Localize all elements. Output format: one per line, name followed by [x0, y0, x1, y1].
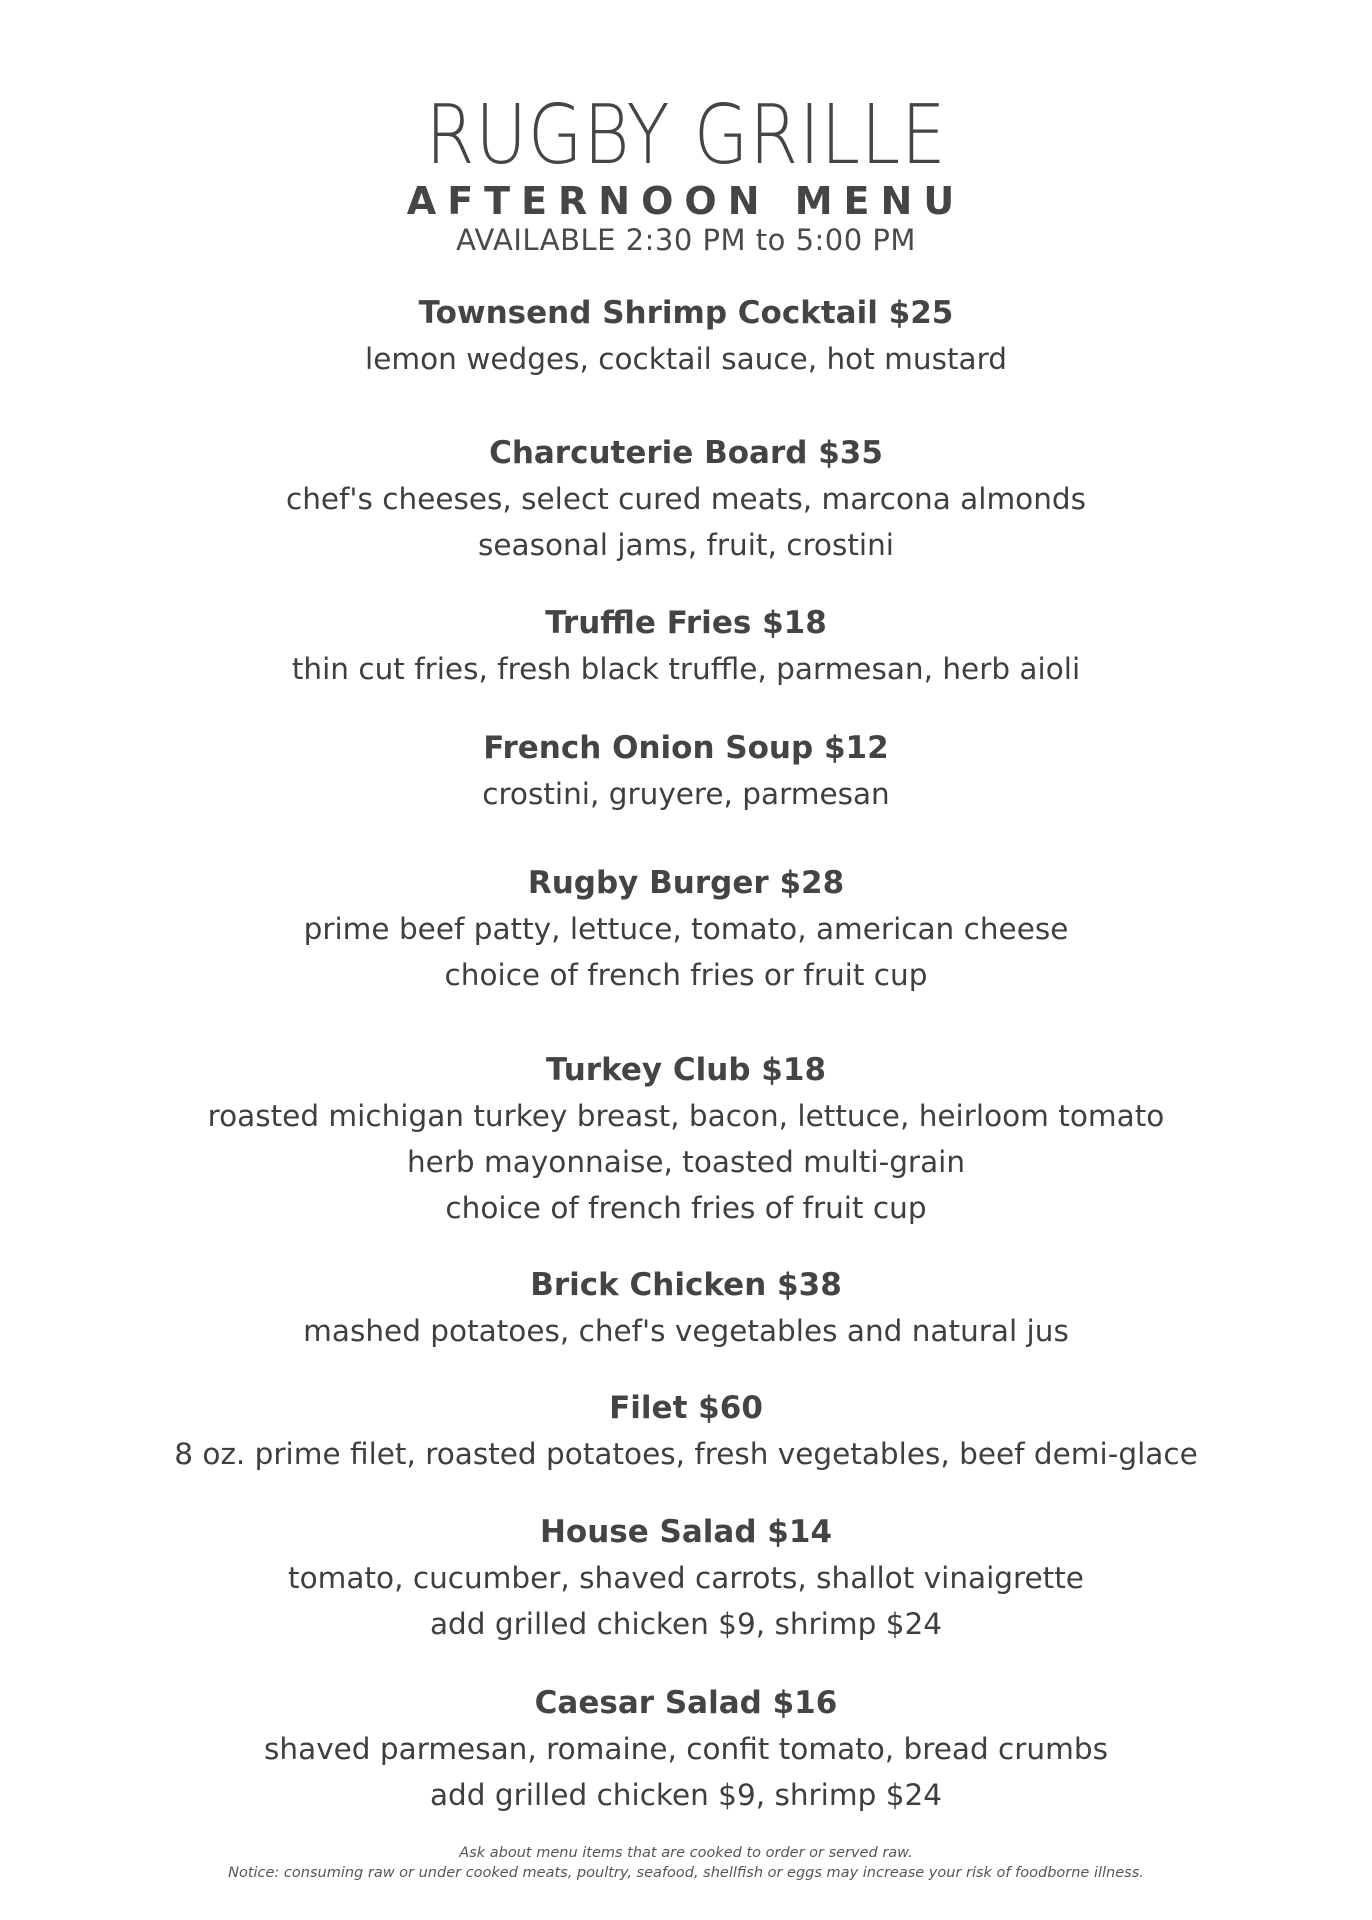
- restaurant-title: RUGBY GRILLE: [425, 88, 947, 183]
- menu-item-name: French Onion Soup $12: [483, 730, 889, 766]
- menu-item-brick-chicken: [0, 1262, 1372, 1354]
- menu-hours: AVAILABLE 2:30 PM to 5:00 PM: [456, 223, 916, 257]
- raw-food-notice-line1: Ask about menu items that are cooked to order or served raw.: [459, 1845, 913, 1861]
- menu-item-shrimp-cocktail: [0, 290, 1372, 382]
- menu-item-name: Rugby Burger $28: [527, 865, 845, 901]
- menu-item-name: Filet $60: [609, 1390, 763, 1426]
- menu-item-desc: prime beef patty, lettuce, tomato, american cheese: [303, 912, 1069, 946]
- raw-food-notice-line2: Notice: consuming raw or under cooked meats, poultry, seafood, shellfish or eggs may increase your risk of foodborne illness.: [228, 1865, 1144, 1881]
- menu-item-name: Truffle Fries $18: [545, 605, 827, 641]
- menu-item-rugby-burger: [0, 860, 1372, 998]
- menu-item-name: Caesar Salad $16: [534, 1685, 838, 1721]
- menu-item-desc: add grilled chicken $9, shrimp $24: [429, 1607, 942, 1641]
- menu-item-caesar-salad: [0, 1680, 1372, 1818]
- menu-item-desc: thin cut fries, fresh black truffle, parmesan, herb aioli: [291, 652, 1081, 686]
- menu-item-name: Charcuterie Board $35: [489, 435, 883, 471]
- menu-item-name: House Salad $14: [539, 1514, 833, 1550]
- menu-item-desc: choice of french fries of fruit cup: [445, 1191, 927, 1225]
- menu-item-desc: 8 oz. prime filet, roasted potatoes, fresh vegetables, beef demi-glace: [174, 1437, 1198, 1471]
- menu-item-name: Turkey Club $18: [545, 1052, 827, 1088]
- menu-item-desc: add grilled chicken $9, shrimp $24: [429, 1778, 942, 1812]
- menu-item-charcuterie: [0, 430, 1372, 568]
- menu-item-desc: crostini, gruyere, parmesan: [482, 777, 890, 811]
- menu-item-desc: lemon wedges, cocktail sauce, hot mustard: [365, 342, 1007, 376]
- menu-item-name: Brick Chicken $38: [530, 1267, 842, 1303]
- menu-item-name: Townsend Shrimp Cocktail $25: [418, 295, 954, 331]
- menu-item-desc: herb mayonnaise, toasted multi-grain: [406, 1145, 966, 1179]
- menu-item-turkey-club: [0, 1047, 1372, 1231]
- menu-item-desc: tomato, cucumber, shaved carrots, shallot vinaigrette: [288, 1561, 1084, 1595]
- menu-item-truffle-fries: [0, 600, 1372, 692]
- menu-item-desc: seasonal jams, fruit, crostini: [478, 528, 894, 562]
- menu-item-desc: mashed potatoes, chef's vegetables and natural jus: [303, 1314, 1069, 1348]
- menu-item-desc: choice of french fries or fruit cup: [444, 958, 928, 992]
- menu-item-desc: chef's cheeses, select cured meats, marcona almonds: [285, 482, 1087, 516]
- menu-item-onion-soup: [0, 725, 1372, 817]
- menu-subtitle: AFTERNOON MENU: [406, 179, 966, 223]
- menu-item-desc: roasted michigan turkey breast, bacon, lettuce, heirloom tomato: [207, 1099, 1165, 1133]
- menu-item-desc: shaved parmesan, romaine, confit tomato, bread crumbs: [264, 1732, 1108, 1766]
- menu-item-filet: [0, 1385, 1372, 1477]
- menu-item-house-salad: [0, 1509, 1372, 1647]
